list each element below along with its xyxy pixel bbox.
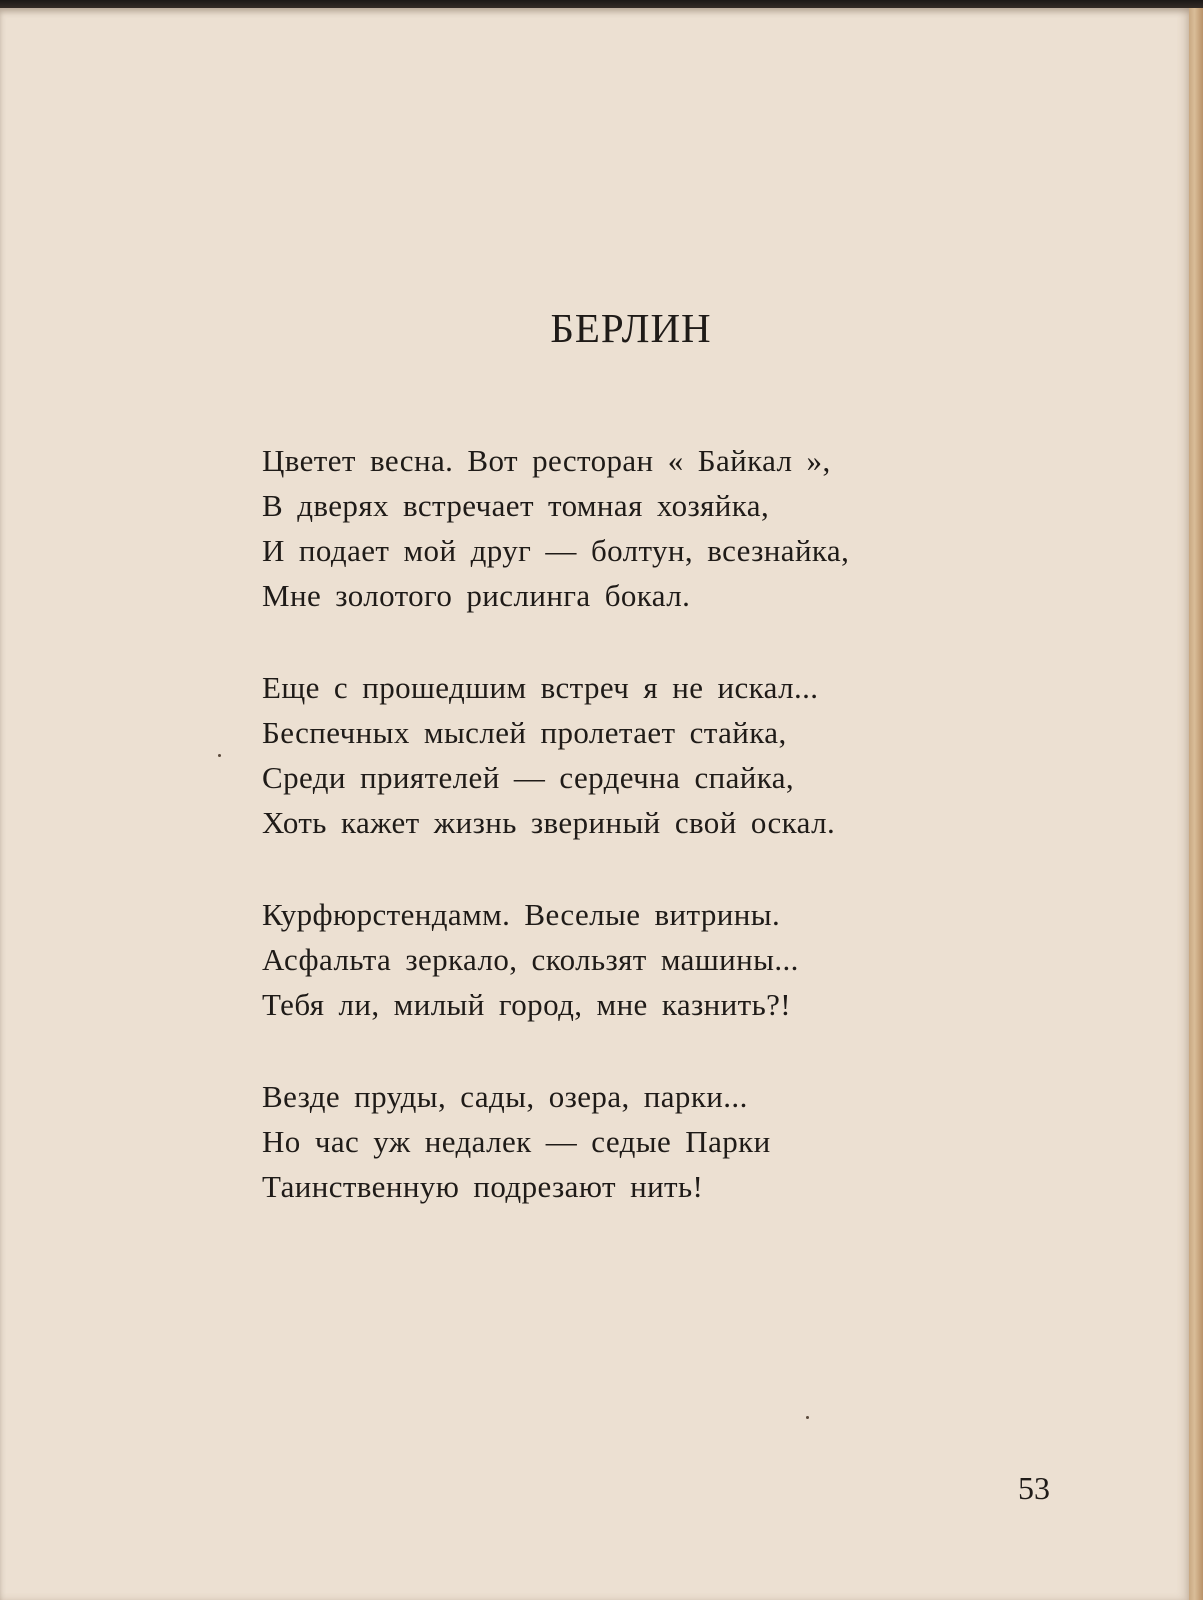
poem-line: Курфюрстендамм. Веселые витрины. (262, 897, 781, 932)
poem-line: Хоть кажет жизнь звериный свой оскал. (262, 805, 836, 840)
stanza-3 (262, 892, 1022, 1027)
poem-title: БЕРЛИН (550, 305, 712, 351)
poem-line: Среди приятелей — сердечна спайка, (262, 760, 795, 795)
poem-body (262, 438, 1022, 1256)
stanza-4 (262, 1074, 1022, 1209)
page-edge (1189, 8, 1203, 1600)
book-page (0, 8, 1190, 1600)
poem-line: Но час уж недалек — седые Парки (262, 1124, 771, 1159)
page-number: 53 (1018, 1470, 1050, 1506)
paper-speck (806, 1416, 809, 1419)
paper-speck (218, 754, 221, 757)
poem-line: И подает мой друг — болтун, всезнайка, (262, 533, 850, 568)
stanza-1 (262, 438, 1022, 618)
poem-line: Беспечных мыслей пролетает стайка, (262, 715, 787, 750)
poem-line: В дверях встречает томная хозяйка, (262, 488, 770, 523)
poem-line: Асфальта зеркало, скользят машины... (262, 942, 799, 977)
poem-line: Мне золотого рислинга бокал. (262, 578, 691, 613)
poem-line: Везде пруды, сады, озера, парки... (262, 1079, 748, 1114)
poem-line: Цветет весна. Вот ресторан « Байкал », (262, 443, 831, 478)
stanza-2 (262, 665, 1022, 845)
poem-line: Таинственную подрезают нить! (262, 1169, 704, 1204)
poem-line: Тебя ли, милый город, мне казнить?! (262, 987, 792, 1022)
poem-line: Еще с прошедшим встреч я не искал... (262, 670, 819, 705)
